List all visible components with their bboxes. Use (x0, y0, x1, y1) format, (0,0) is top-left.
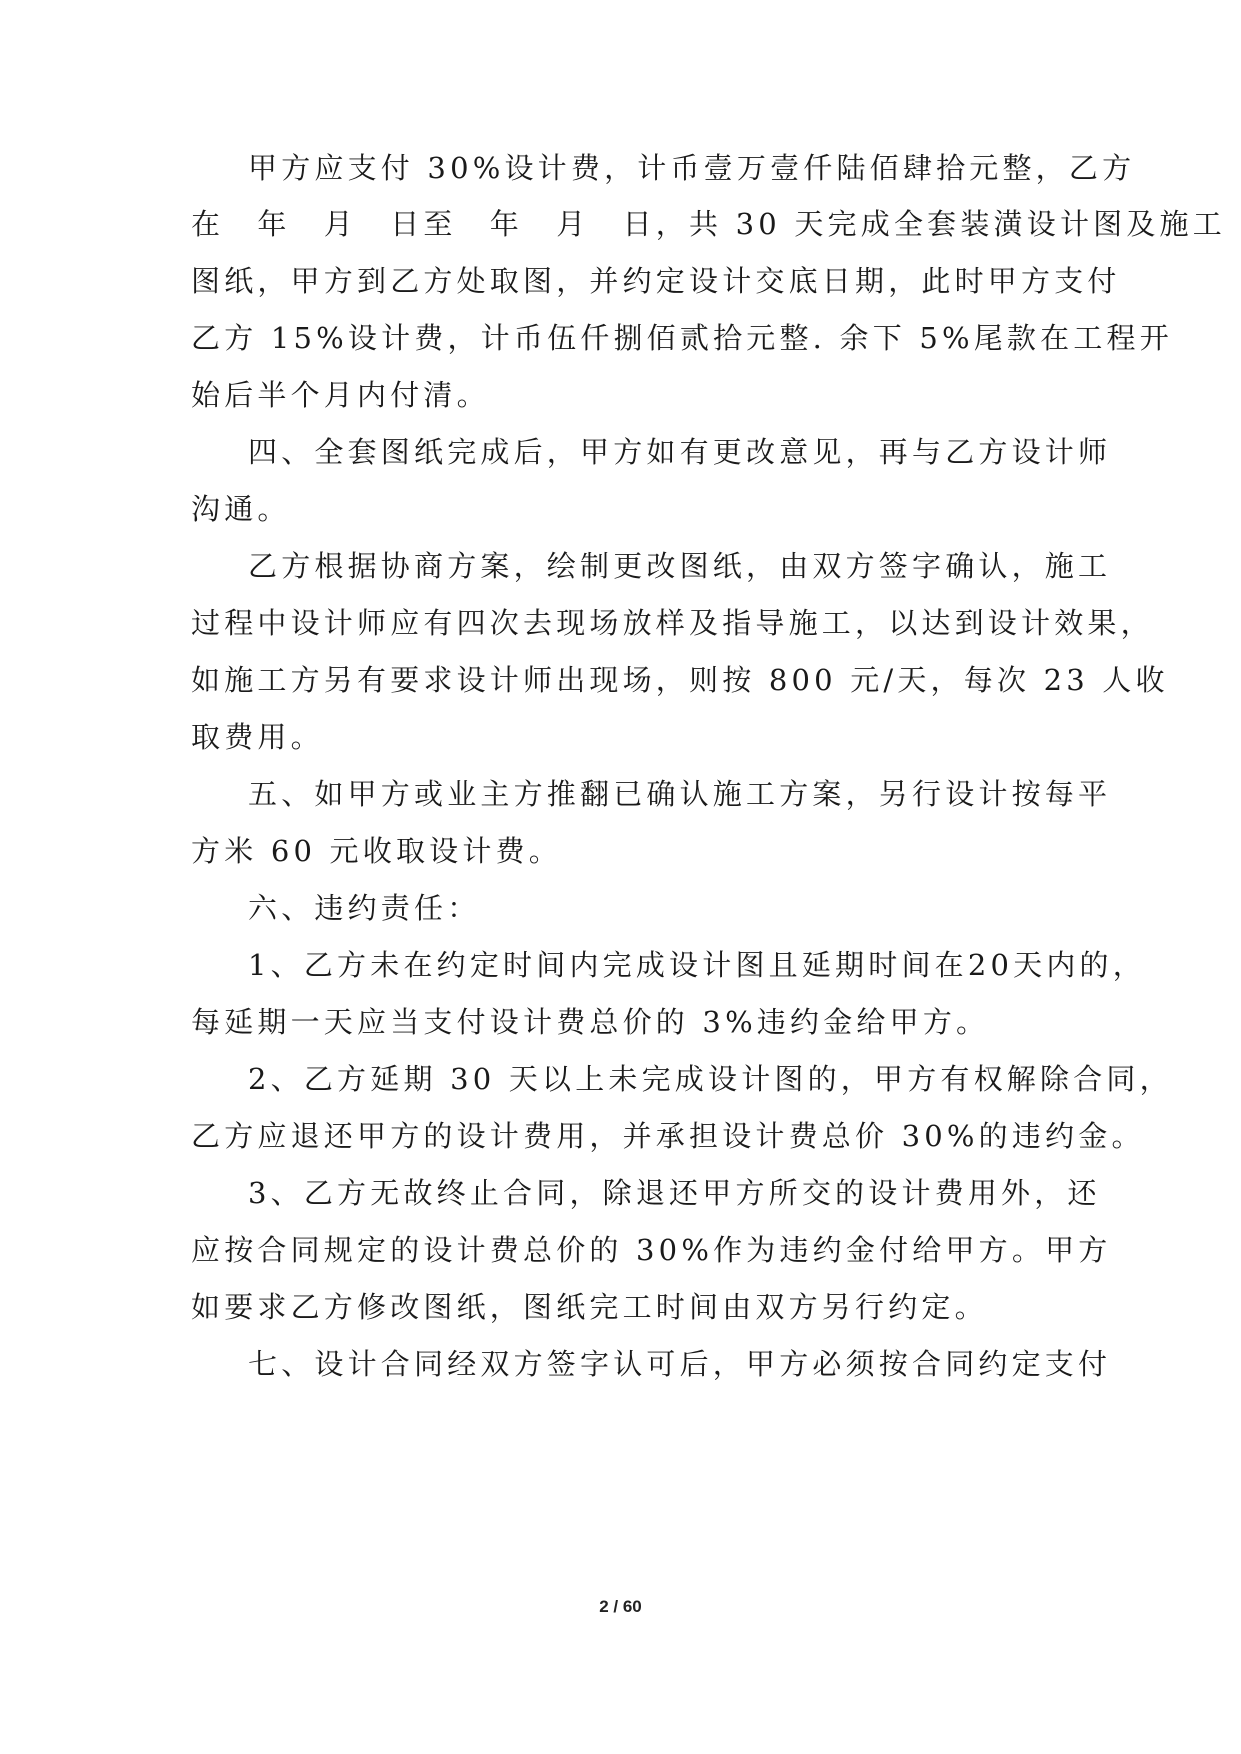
paragraph-line: 2、乙方延期 30 天以上未完成设计图的，甲方有权解除合同， (248, 1062, 1173, 1096)
paragraph-line: 取费用。 (191, 720, 324, 754)
paragraph-line: 始后半个月内付清。 (191, 378, 490, 412)
paragraph-line: 应按合同规定的设计费总价的 30%作为违约金付给甲方。甲方 (191, 1233, 1112, 1267)
paragraph-line: 每延期一天应当支付设计费总价的 3%违约金给甲方。 (191, 1005, 990, 1039)
paragraph-line: 方米 60 元收取设计费。 (191, 834, 562, 868)
paragraph-line: 四、全套图纸完成后，甲方如有更改意见，再与乙方设计师 (248, 435, 1112, 469)
paragraph-line: 如施工方另有要求设计师出现场，则按 800 元/天，每次 23 人收 (191, 663, 1169, 697)
paragraph-line: 如要求乙方修改图纸，图纸完工时间由双方另行约定。 (191, 1290, 988, 1324)
paragraph-line: 乙方应退还甲方的设计费用，并承担设计费总价 30%的违约金。 (191, 1119, 1145, 1153)
paragraph-line: 3、乙方无故终止合同，除退还甲方所交的设计费用外，还 (248, 1176, 1101, 1210)
paragraph-line: 乙方 15%设计费，计币伍仟捌佰贰拾元整. 余下 5%尾款在工程开 (191, 321, 1173, 355)
paragraph-line: 五、如甲方或业主方推翻已确认施工方案，另行设计按每平 (248, 777, 1112, 811)
page-number: 2 / 60 (599, 1597, 642, 1616)
paragraph-line: 甲方应支付 30%设计费，计币壹万壹仟陆佰肆拾元整，乙方 (248, 151, 1136, 185)
paragraph-line: 乙方根据协商方案，绘制更改图纸，由双方签字确认，施工 (248, 549, 1112, 583)
section-heading: 六、违约责任： (248, 891, 481, 925)
paragraph-line: 过程中设计师应有四次去现场放样及指导施工，以达到设计效果， (191, 606, 1154, 640)
paragraph-line: 1、乙方未在约定时间内完成设计图且延期时间在20天内的， (248, 948, 1146, 982)
paragraph-line: 沟通。 (191, 492, 291, 526)
paragraph-line: 图纸，甲方到乙方处取图，并约定设计交底日期，此时甲方支付 (191, 264, 1121, 298)
paragraph-line: 在 年 月 日至 年 月 日，共 30 天完成全套装潢设计图及施工 (191, 207, 1226, 241)
paragraph-line: 七、设计合同经双方签字认可后，甲方必须按合同约定支付 (248, 1347, 1112, 1381)
